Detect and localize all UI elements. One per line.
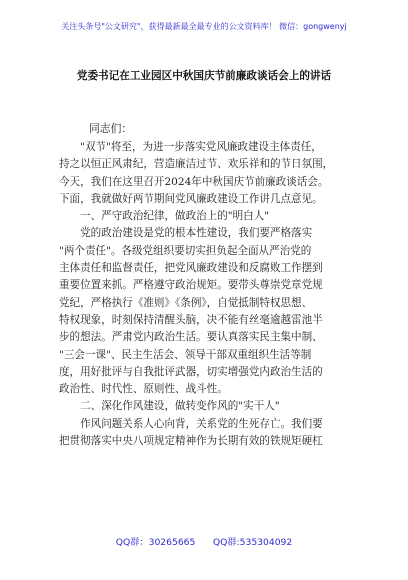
body-line: 党的政治建设是党的根本性建设，我们要严格落实 — [59, 227, 313, 240]
body-line: 重要位置来抓。严格遵守政治规矩。要带头尊崇党章党规 — [59, 279, 323, 292]
body-line: 党纪，严格执行《准则》《条例》，自觉抵制特权思想、 — [59, 296, 313, 309]
header-promo-note: 关注头条号"公文研究"，获得最新最全最专业的公文资料库！ 微信：gongwenyj — [61, 22, 347, 31]
qq-group-label: QQ群: — [212, 537, 240, 548]
body-line: "两个责任"。各级党组织要切实担负起全面从严治党的 — [59, 244, 312, 257]
body-line: 持之以恒正风肃纪，营造廉洁过节、欢乐祥和的节日氛围， — [59, 158, 334, 171]
body-line: 把贯彻落实中央八项规定精神作为长期有效的铁规矩硬杠 — [59, 435, 323, 448]
qq-group-number: 535304092 — [239, 537, 293, 548]
speech-body — [59, 139, 359, 450]
body-line: 今天，我们在这里召开2024年中秋国庆节前廉政谈话会。 — [59, 175, 329, 188]
document-title: 党委书记在工业园区中秋国庆节前廉政谈话会上的讲话 — [76, 70, 332, 82]
body-line: 作风问题关系人心向背，关系党的生死存亡。我们要 — [59, 417, 323, 430]
section-heading: 二、深化作风建设，做转变作风的"实干人" — [59, 400, 280, 413]
section-heading: 一、严守政治纪律，做政治上的"明白人" — [59, 210, 270, 223]
body-line: 特权现象，时刻保持清醒头脑，决不能有丝毫逾越雷池半 — [59, 313, 323, 326]
body-line: "双节"将至，为进一步落实党风廉政建设主体责任， — [59, 141, 322, 153]
salutation: 同志们： — [89, 122, 133, 135]
qq-group-label: QQ群： — [115, 537, 149, 548]
body-line: 政治性、时代性、原则性、战斗性。 — [59, 383, 228, 396]
qq-group-number: 30265665 — [148, 537, 196, 548]
footer-qq-groups — [0, 534, 408, 548]
body-line: 主体责任和监督责任，把党风廉政建设和反腐败工作摆到 — [59, 262, 323, 275]
body-line: 步的想法。严肃党内政治生活。要认真落实民主集中制、 — [59, 331, 323, 344]
body-line: "三会一课"、民主生活会、领导干部双重组织生活等制 — [59, 348, 312, 361]
body-line: 下面，我就做好两节期间党风廉政建设工作讲几点意见。 — [59, 192, 323, 205]
body-line: 度，用好批评与自我批评武器，切实增强党内政治生活的 — [59, 365, 323, 378]
